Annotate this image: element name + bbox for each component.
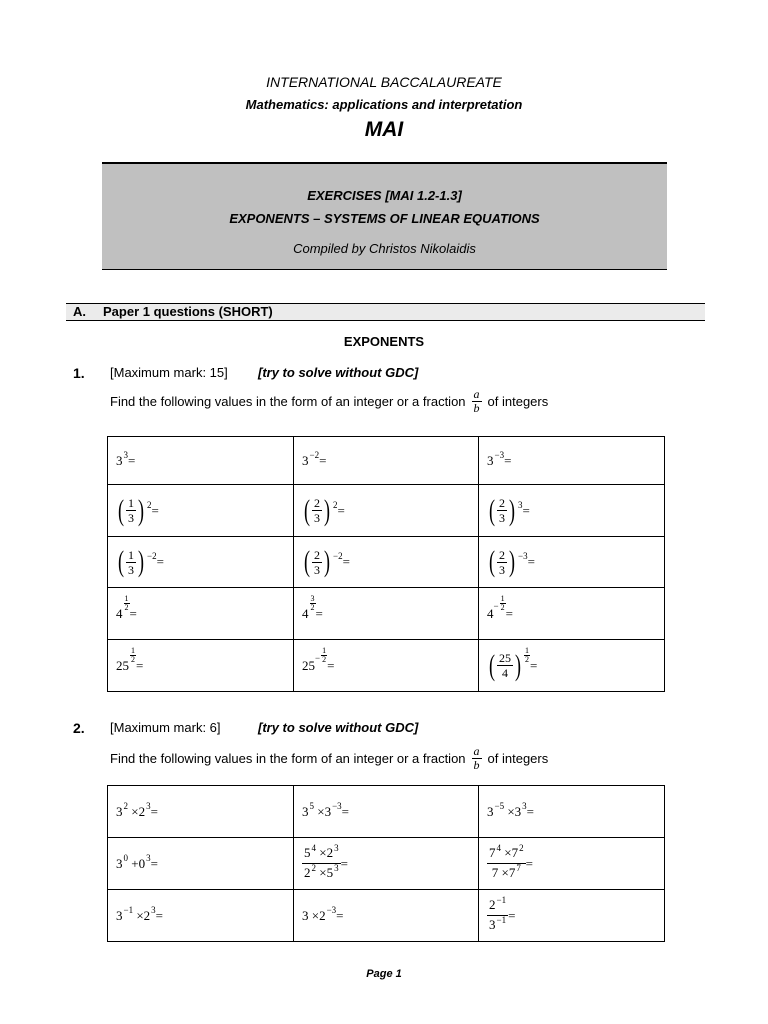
question-mark: [Maximum mark: 15] bbox=[110, 365, 228, 380]
answer-cell bbox=[108, 890, 294, 942]
math-expression: 4 $\frac{1}{2}$ = bbox=[116, 594, 137, 621]
answer-cell bbox=[294, 437, 479, 485]
table-row bbox=[108, 838, 665, 890]
exercise-table-2 bbox=[107, 785, 665, 942]
organization-title: INTERNATIONAL BACCALAUREATE bbox=[266, 74, 502, 90]
table-row bbox=[108, 537, 665, 588]
exercise-table-1 bbox=[107, 436, 665, 692]
question-note: [try to solve without GDC] bbox=[258, 720, 419, 735]
math-expression: 3 −2 = bbox=[302, 449, 327, 468]
instruction-end: of integers bbox=[487, 751, 549, 766]
answer-cell bbox=[294, 485, 479, 537]
frac-numerator: a bbox=[473, 744, 480, 758]
math-expression: 25 $\frac{1}{2}$ = bbox=[116, 646, 144, 673]
math-expression: 3 3 = bbox=[116, 449, 136, 468]
math-expression: 3 2 × 2 3 = bbox=[116, 800, 158, 819]
question-number: 1. bbox=[73, 365, 85, 381]
table-row bbox=[108, 485, 665, 537]
answer-cell bbox=[294, 537, 479, 588]
answer-cell bbox=[294, 588, 479, 640]
answer-cell bbox=[294, 786, 479, 838]
answer-cell bbox=[479, 838, 665, 890]
math-expression: 4 $\frac{3}{2}$ = bbox=[302, 594, 323, 621]
answer-cell bbox=[479, 588, 665, 640]
page-number: Page 1 bbox=[366, 968, 402, 980]
answer-cell bbox=[479, 640, 665, 692]
instruction-end: of integers bbox=[487, 394, 549, 409]
section-title: Paper 1 questions (SHORT) bbox=[103, 304, 273, 319]
math-expression: ( 1 3 ) −2 = bbox=[118, 545, 164, 578]
subject-title: Mathematics: applications and interpretation bbox=[245, 97, 523, 112]
math-expression: 3 0 + 0 3 = bbox=[116, 852, 158, 871]
question-number: 2. bbox=[73, 720, 85, 736]
section-header bbox=[66, 303, 705, 321]
question-mark: [Maximum mark: 6] bbox=[110, 720, 221, 735]
math-expression: 4 − $\frac{1}{2}$ = bbox=[487, 594, 513, 621]
math-expression: $\frac{2^{-1}}{3^{-1}}$ = bbox=[489, 895, 516, 932]
topic-subheading: EXPONENTS bbox=[343, 334, 425, 349]
table-row bbox=[108, 437, 665, 485]
answer-cell bbox=[108, 588, 294, 640]
math-expression: ( 1 3 ) 2 = bbox=[118, 493, 159, 527]
answer-cell bbox=[108, 640, 294, 692]
math-expression: 25 − $\frac{1}{2}$ = bbox=[302, 646, 335, 673]
answer-cell bbox=[108, 485, 294, 537]
instruction-text: Find the following values in the form of an integer or a fraction bbox=[110, 394, 466, 409]
frac-numerator: a bbox=[473, 387, 480, 401]
topic-title: EXPONENTS – SYSTEMS OF LINEAR EQUATIONS bbox=[229, 211, 540, 226]
math-expression: 3 5 × 3 −3 = bbox=[302, 800, 350, 819]
fraction-a-over-b bbox=[472, 388, 482, 415]
answer-cell bbox=[294, 640, 479, 692]
instruction-text: Find the following values in the form of an integer or a fraction bbox=[110, 751, 466, 766]
question-note: [try to solve without GDC] bbox=[258, 365, 419, 380]
answer-cell bbox=[108, 786, 294, 838]
frac-denominator: b bbox=[473, 401, 480, 415]
question-instruction bbox=[110, 388, 548, 415]
table-row bbox=[108, 890, 665, 942]
math-expression: ( 2 3 ) 3 = bbox=[489, 493, 530, 527]
answer-cell bbox=[294, 838, 479, 890]
answer-cell bbox=[479, 890, 665, 942]
course-code: MAI bbox=[364, 118, 404, 141]
math-expression: ( 2 3 ) −3 = bbox=[489, 545, 535, 578]
math-expression: $\frac{5^4 \times 2^3}{2^2 \times 5^3}$ = bbox=[304, 843, 348, 880]
answer-cell bbox=[108, 437, 294, 485]
answer-cell bbox=[479, 786, 665, 838]
math-expression: 3 −1 × 2 3 = bbox=[116, 904, 164, 923]
table-row bbox=[108, 640, 665, 692]
title-banner bbox=[102, 162, 667, 270]
question-instruction bbox=[110, 745, 548, 772]
section-letter: A. bbox=[73, 304, 86, 319]
author-line: Compiled by Christos Nikolaidis bbox=[293, 241, 476, 256]
answer-cell bbox=[479, 537, 665, 588]
math-expression: 3 −3 = bbox=[487, 449, 512, 468]
table-row bbox=[108, 786, 665, 838]
math-expression: ( 2 3 ) −2 = bbox=[304, 545, 350, 578]
math-expression: ( 2 3 ) 2 = bbox=[304, 493, 345, 527]
math-expression: $\frac{7^4 \times 7^2}{7 \times 7^7}$ = bbox=[489, 843, 533, 880]
fraction-a-over-b bbox=[472, 745, 482, 772]
table-row bbox=[108, 588, 665, 640]
answer-cell bbox=[108, 838, 294, 890]
math-expression: 3 × 2 −3 = bbox=[302, 904, 344, 923]
frac-denominator: b bbox=[473, 758, 480, 772]
answer-cell bbox=[479, 437, 665, 485]
exercise-title: EXERCISES [MAI 1.2-1.3] bbox=[307, 188, 462, 203]
answer-cell bbox=[294, 890, 479, 942]
math-expression: 3 −5 × 3 3 = bbox=[487, 800, 535, 819]
math-expression: ( 25 4 ) $\frac{1}{2}$ = bbox=[489, 646, 538, 682]
answer-cell bbox=[479, 485, 665, 537]
answer-cell bbox=[108, 537, 294, 588]
